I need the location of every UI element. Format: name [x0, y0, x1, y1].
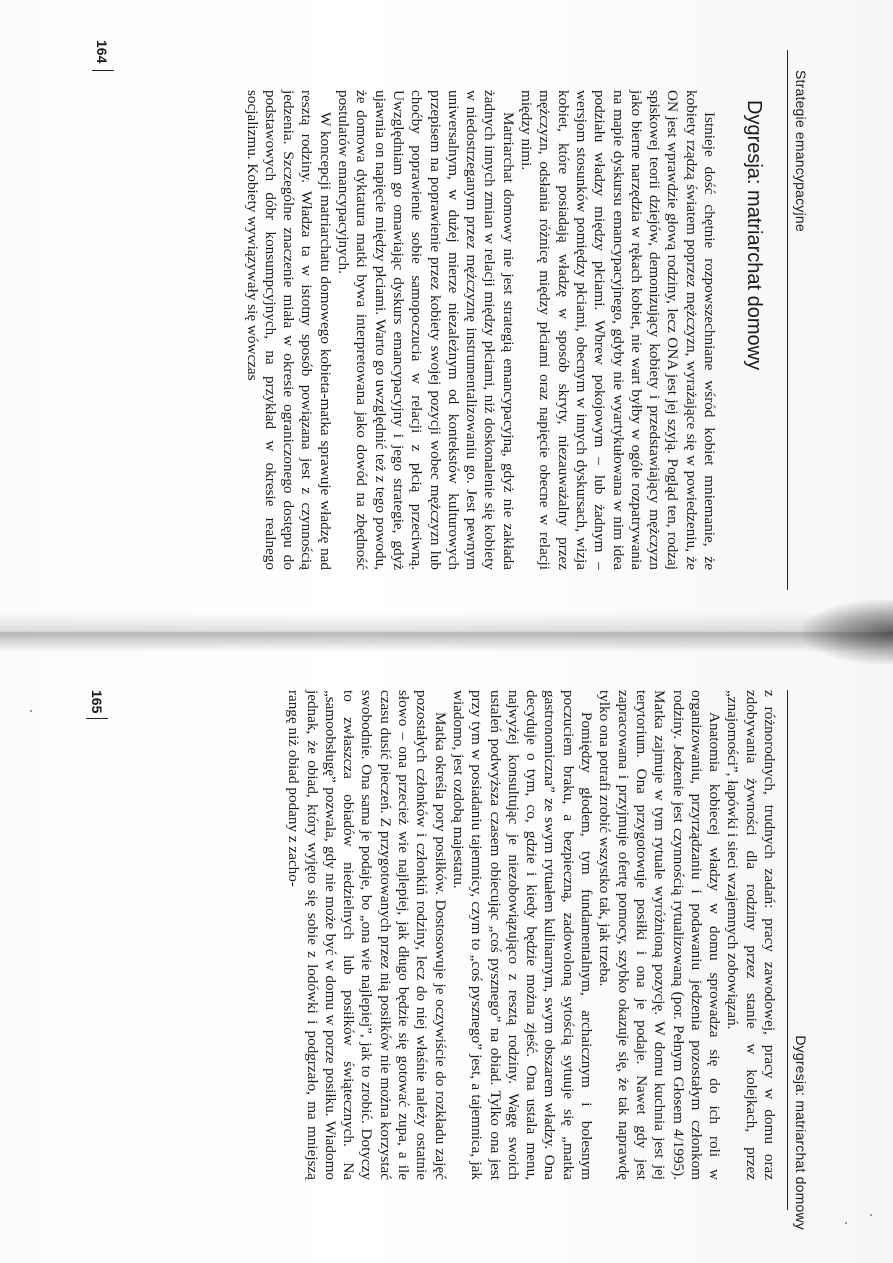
paragraph: Istnieje dość chętnie rozpowszechniane wśród kobiet mniemanie, że kobiety rządzą światem poprzez mężczyzn, wyrażające się w powiedzeniu, że ON jest wprawdzie głową rodziny, lecz ONA jest jej szyją. Pogląd ten, rodzaj spiskowej teorii dziejów, demonizujący kobiety i przedstawiający mężczyzn jako bierne narzędzia w rękach kobiet, nie wart byłby w ogóle rozpatrywania na mapie dyskursu emancypacyjnego, gdyby nie wyartykułowana w nim idea podziału władzy między płciami. Wbrew pokojowym – lub żadnym – wersjom stosunków pomiędzy płciami, obecnym w innych dyskursach, wizja kobiet, które posiadają władzę w sposób skryty, niezauważalny przez mężczyzn, odsłania różnicę między płciami oraz napięcie obecne w relacji między nimi.	[518, 90, 718, 570]
paragraph: Pomiędzy głodem, tym fundamentalnym, archaicznym i bolesnym poczuciem braku, a bezpieczną, zadowoloną sytością sytuuje się „matka gastronomiczna” ze swym rytuałem kulinarnym, swym obszarem władzy. Ona decyduje o tym, co, gdzie i kiedy będzie można zjeść. Ona ustala menu, najwyżej konsultując je niezobowiązująco z resztą rodziny. Wagę swoich ustaleń podwyższa czasem obiecując „coś pysznego” na obiad. Tylko ona jest przy tym w posiadaniu tajemnicy, czym to „coś pysznego” jest, a tajemnica, jak wiadomo, jest ozdobą majestatu.	[449, 690, 596, 1180]
running-head-right: Dygresja: matriarchat domowy	[793, 1035, 809, 1230]
scan-speck	[30, 710, 32, 712]
running-head-left: Strategie emancypacyjne	[793, 70, 809, 232]
page-number: 164	[94, 40, 110, 64]
page-165	[80, 690, 810, 1250]
page-number-rule	[86, 718, 108, 719]
header-rule	[787, 690, 788, 1210]
scan-speck	[845, 1222, 847, 1224]
page-number: 165	[89, 690, 105, 714]
paragraph: W koncepcji matriarchatu domowego kobieta-matka sprawuje władzę nad resztą rodziny. Władza ta w istotny sposób powiązana jest z czynnością jedzenia. Szczególne znaczenie miała w okresie ograniczonego dostępu do podstawowych dóbr konsumpcyjnych, na przykład w okresie realnego socjalizmu. Kobiety wywiązywały się wówczas	[243, 90, 334, 570]
paragraph: z różnorodnych, trudnych zadań: pracy zawodowej, pracy w domu oraz zdobywania żywności dla rodziny przez stanie w kolejkach, przez „znajomości”, łapówki i sieci wzajemnych zobowiązań.	[724, 690, 778, 1180]
page-164	[90, 40, 810, 600]
page-164-body	[242, 90, 718, 570]
chapter-title: Dygresja: matriarchat domowy	[743, 100, 765, 371]
header-rule	[787, 50, 788, 590]
scan-speck	[870, 1214, 872, 1216]
page-number-rule	[92, 70, 114, 71]
book-gutter	[0, 612, 893, 652]
page-165-body	[284, 690, 778, 1180]
paragraph: Matka określa pory posiłków. Dostosowuje je oczywiście do rozkładu zajęć pozostałych członków i członkiń rodziny, lecz do niej właśnie należy ostatnie słowo – ona przecież wie najlepiej, jak długo będzie się gotować zupa, a ile czasu dusić pieczeń. Z przygotowanych przez nią posiłków nie można korzystać swobodnie. Ona sama je podaje, bo „ona wie najlepiej”, jak to zrobić. Dotyczy to zwłaszcza obiadów niedzielnych lub posiłków świątecznych. Na „samoobsługę” pozwala, gdy nie może być w domu w porze posiłku. Wiadomo jednak, że obiad, który wyjęto się sobie z lodówki i podgrzało, ma mniejszą rangę niż obiad podany z zacho-	[285, 690, 449, 1180]
paragraph: Matriarchat domowy nie jest strategią emancypacyjną, gdyż nie zakłada żadnych innych zmian w relacji między płciami, niż doskonalenie się kobiety w niedostrzeganym przez mężczyznę instrumentalizowaniu go. Jest pewnym uniwersalnym, w dużej mierze niezależnym od kontekstów kulturowych przepisem na poprawienie przez kobiety swojej pozycji wobec mężczyzn lub choćby poprawienie sobie samopoczucia w relacji z płcią przeciwną. Uwzględniam go omawiając dyskurs emancypacyjny i jego strategie, gdyż ujawnia on napięcie między płciami. Warto go uwzględnić też z tego powodu, że domowa dyktatura matki bywa interpretowana jako dowód na zbędność postulatów emancypacyjnych.	[335, 90, 517, 570]
gutter-shadow	[803, 600, 893, 664]
paragraph: Anatomia kobiecej władzy w domu sprowadza się do ich roli w organizowaniu, przyrządzaniu i podawaniu jedzenia pozostałym członkom rodziny. Jedzenie jest czynnością rytualizowaną (por. Pełnym Głosem 4/1995). Matka zajmuje w tym rytuale wyróżnioną pozycję. W domu kuchnia jest jej terytorium. Ona przygotowuje posiłki i ona je podaje. Nawet gdy jest zapracowana i przyjmuje ofertę pomocy, szybko okazuje się, że tak naprawdę tylko ona potrafi zrobić wszystko tak, jak trzeba.	[596, 690, 724, 1180]
